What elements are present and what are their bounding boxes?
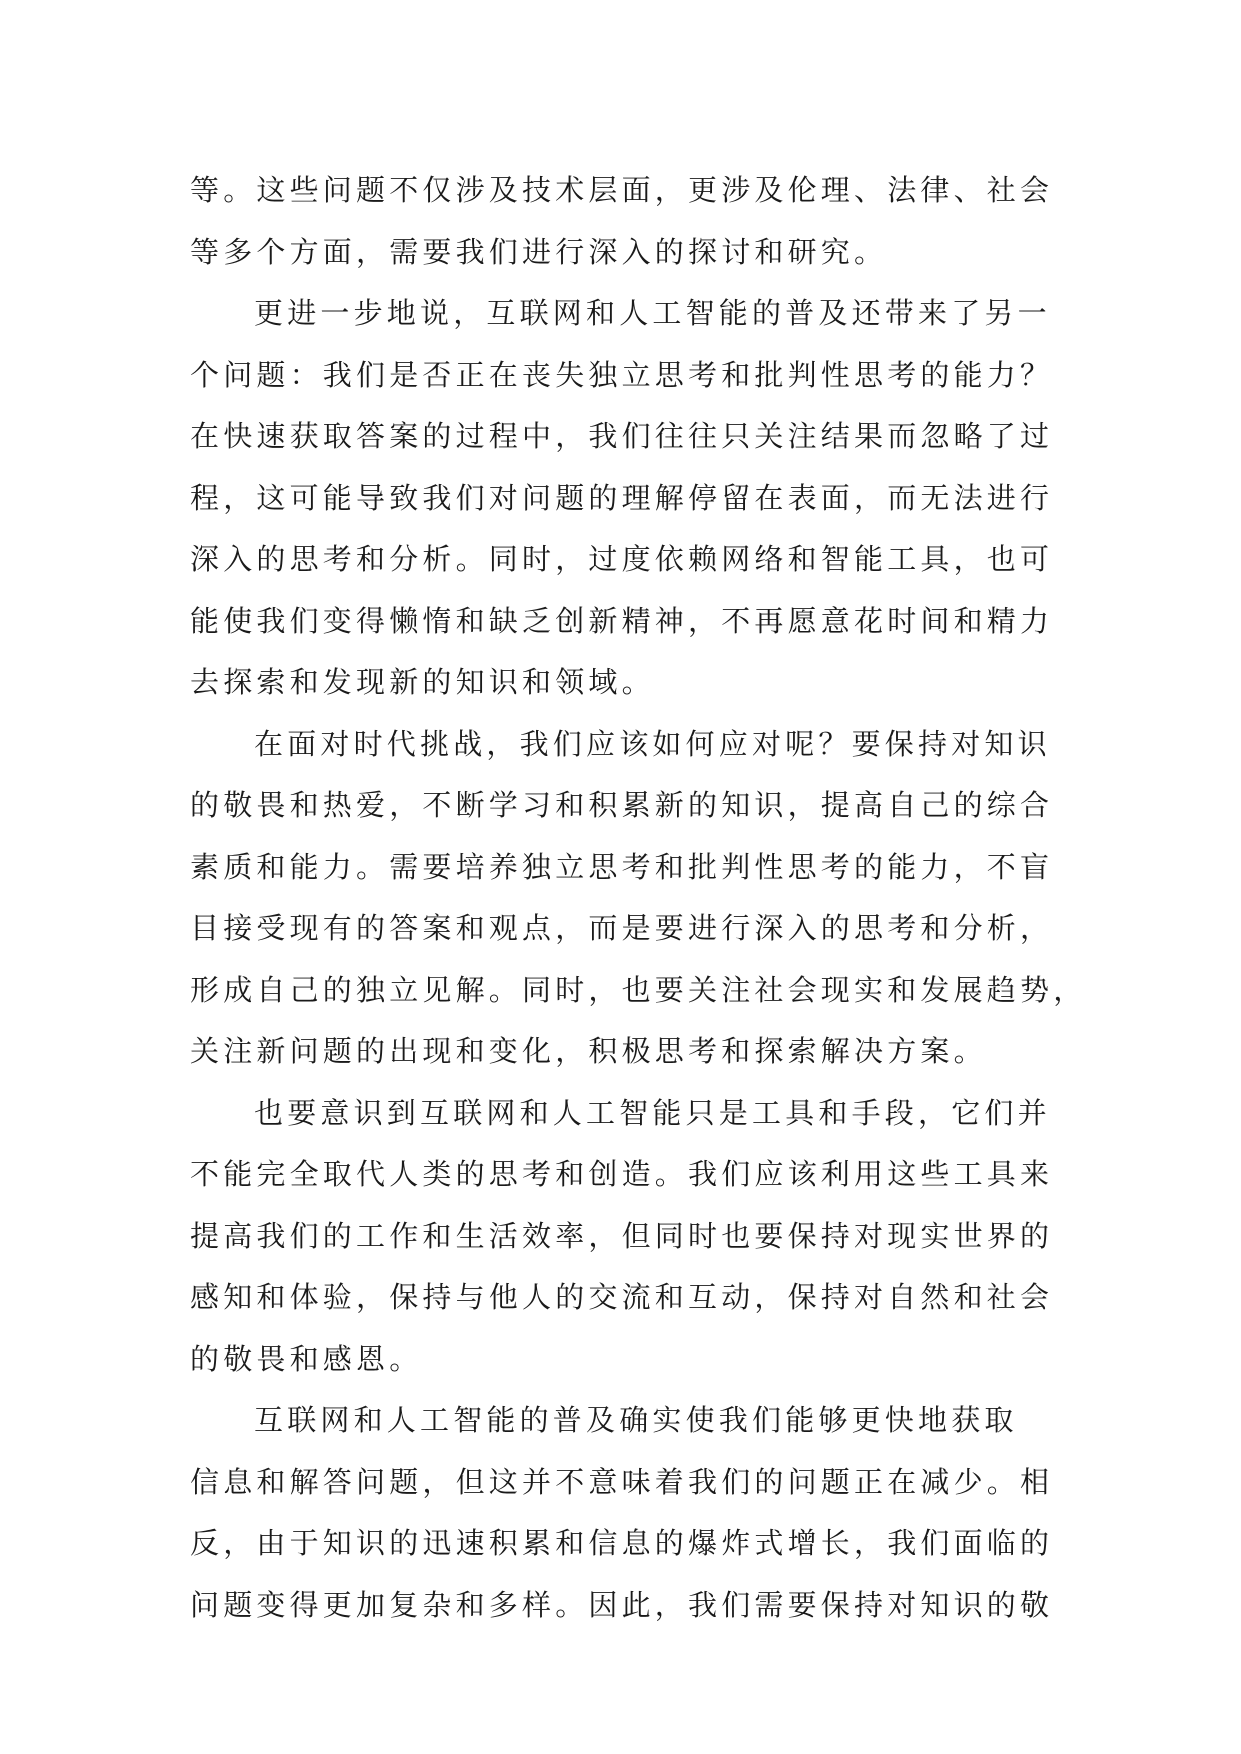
text-line: 也要意识到互联网和人工智能只是工具和手段，它们并 bbox=[254, 1095, 1051, 1130]
text-line: 素质和能力。需要培养独立思考和批判性思考的能力，不盲 bbox=[190, 849, 1054, 884]
document-body bbox=[190, 160, 1087, 1636]
text-line: 深入的思考和分析。同时，过度依赖网络和智能工具，也可 bbox=[190, 542, 1054, 576]
text-line: 关注新问题的出现和变化，积极思考和探索解决方案。 bbox=[190, 1034, 987, 1068]
text-line: 等多个方面，需要我们进行深入的探讨和研究。 bbox=[190, 234, 888, 269]
text-line: 在面对时代挑战，我们应该如何应对呢？要保持对知识 bbox=[254, 726, 1051, 761]
text-line: 在快速获取答案的过程中，我们往往只关注结果而忽略了过 bbox=[190, 419, 1054, 453]
text-line: 感知和体验，保持与他人的交流和互动，保持对自然和社会 bbox=[190, 1280, 1054, 1314]
text-line: 形成自己的独立见解。同时，也要关注社会现实和发展趋势， bbox=[190, 972, 1087, 1007]
text-line: 更进一步地说，互联网和人工智能的普及还带来了另一 bbox=[254, 296, 1051, 330]
text-line: 问题变得更加复杂和多样。因此，我们需要保持对知识的敬 bbox=[190, 1587, 1054, 1622]
text-line: 去探索和发现新的知识和领域。 bbox=[190, 665, 655, 699]
text-line: 能使我们变得懒惰和缺乏创新精神，不再愿意花时间和精力 bbox=[190, 603, 1054, 638]
text-line: 程，这可能导致我们对问题的理解停留在表面，而无法进行 bbox=[190, 480, 1054, 515]
text-line: 信息和解答问题，但这并不意味着我们的问题正在减少。相 bbox=[190, 1464, 1054, 1499]
text-line: 互联网和人工智能的普及确实使我们能够更快地获取 bbox=[254, 1403, 1018, 1437]
text-line: 的敬畏和热爱，不断学习和积累新的知识，提高自己的综合 bbox=[190, 788, 1054, 822]
text-line: 不能完全取代人类的思考和创造。我们应该利用这些工具来 bbox=[190, 1157, 1054, 1191]
text-line: 等。这些问题不仅涉及技术层面，更涉及伦理、法律、社会 bbox=[190, 173, 1054, 207]
text-line: 反，由于知识的迅速积累和信息的爆炸式增长，我们面临的 bbox=[190, 1526, 1054, 1560]
text-line: 提高我们的工作和生活效率，但同时也要保持对现实世界的 bbox=[190, 1218, 1054, 1253]
text-line: 个问题：我们是否正在丧失独立思考和批判性思考的能力？ bbox=[190, 357, 1054, 392]
text-line: 目接受现有的答案和观点，而是要进行深入的思考和分析， bbox=[190, 911, 1054, 945]
text-line: 的敬畏和感恩。 bbox=[190, 1341, 423, 1376]
